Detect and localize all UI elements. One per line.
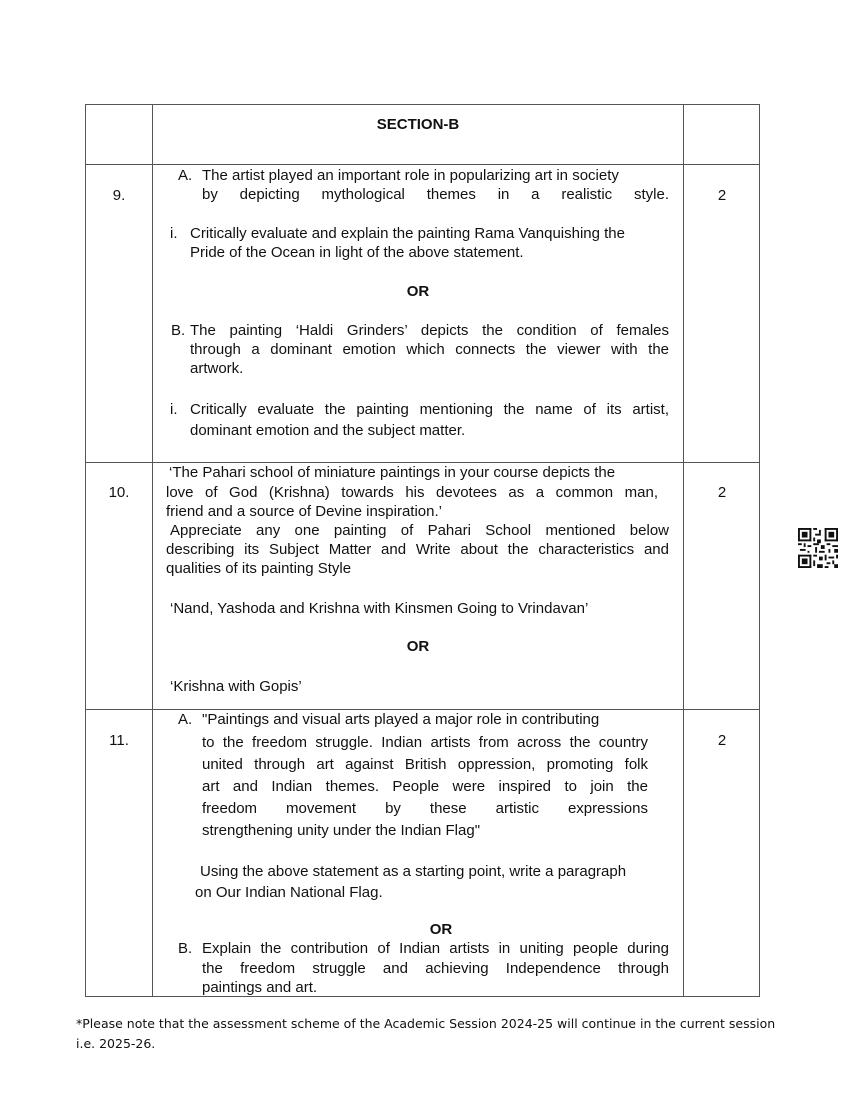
question-number: 10. <box>108 484 130 501</box>
q11-a-prompt: on Our Indian National Flag. <box>195 884 383 901</box>
or-divider: OR <box>406 283 430 300</box>
q11-a-text: art and Indian themes. People were inspired to join the <box>202 778 648 795</box>
row-divider <box>86 164 759 165</box>
q9-b-i-text: dominant emotion and the subject matter. <box>190 422 466 439</box>
q9-a-text: by depicting mythological themes in a realistic style. <box>202 186 669 203</box>
questions-table <box>85 104 760 997</box>
footnote <box>76 1014 776 1054</box>
question-marks: 2 <box>717 484 727 501</box>
q11-a-text: "Paintings and visual arts played a major role in contributing <box>202 711 600 728</box>
question-number: 9. <box>112 187 126 204</box>
sub-label: i. <box>170 401 178 418</box>
option-label: B. <box>178 940 193 957</box>
option-label: A. <box>178 167 193 184</box>
q10-text: qualities of its painting Style <box>166 560 352 577</box>
q10-text: describing its Subject Matter and Write about the characteristics and <box>166 541 669 558</box>
q11-a-text: freedom movement by these artistic expressions <box>202 800 648 817</box>
q11-b-text: the freedom struggle and achieving Independence through <box>202 960 669 977</box>
q11-b-text: paintings and art. <box>202 979 318 996</box>
sub-label: i. <box>170 225 178 242</box>
q9-a-i-text: Critically evaluate and explain the painting Rama Vanquishing the <box>190 225 625 242</box>
q11-a-text: strengthening unity under the Indian Flag" <box>202 822 481 839</box>
footnote-line: i.e. 2025-26. <box>76 1036 156 1051</box>
option-label: B. <box>171 322 186 339</box>
q11-a-text: united through art against British oppression, promoting folk <box>202 756 648 773</box>
q9-b-text: The painting ‘Haldi Grinders’ depicts the condition of females <box>190 322 669 339</box>
question-marks: 2 <box>717 732 727 749</box>
q10-text: love of God (Krishna) towards his devotees as a common man, <box>166 484 658 501</box>
q11-a-prompt: Using the above statement as a starting point, write a paragraph <box>200 863 627 880</box>
q9-a-text: The artist played an important role in popularizing art in society <box>202 167 619 184</box>
qr-code-icon <box>798 527 838 569</box>
q10-text: friend and a source of Devine inspiration.’ <box>166 503 442 520</box>
or-divider: OR <box>406 638 430 655</box>
column-divider <box>152 105 153 996</box>
or-divider: OR <box>429 921 453 938</box>
column-divider <box>683 105 684 996</box>
q11-b-text: Explain the contribution of Indian artists in uniting people during <box>202 940 669 957</box>
painting-title: ‘Krishna with Gopis’ <box>170 678 302 695</box>
footnote-line: *Please note that the assessment scheme of the Academic Session 2024-25 will continue in the current session <box>76 1016 776 1031</box>
q10-text: ‘The Pahari school of miniature paintings in your course depicts the <box>169 464 616 481</box>
question-number: 11. <box>109 732 129 749</box>
q9-b-i-text: Critically evaluate the painting mentioning the name of its artist, <box>190 401 669 418</box>
q9-a-i-text: Pride of the Ocean in light of the above statement. <box>190 244 524 261</box>
q9-b-text: through a dominant emotion which connects the viewer with the <box>190 341 669 358</box>
q9-b-text: artwork. <box>190 360 244 377</box>
painting-title: ‘Nand, Yashoda and Krishna with Kinsmen Going to Vrindavan’ <box>170 600 589 617</box>
section-title: SECTION-B <box>376 116 460 133</box>
q10-text: Appreciate any one painting of Pahari School mentioned below <box>170 522 669 539</box>
question-marks: 2 <box>717 187 727 204</box>
q11-a-text: to the freedom struggle. Indian artists from across the country <box>202 734 648 751</box>
option-label: A. <box>178 711 193 728</box>
